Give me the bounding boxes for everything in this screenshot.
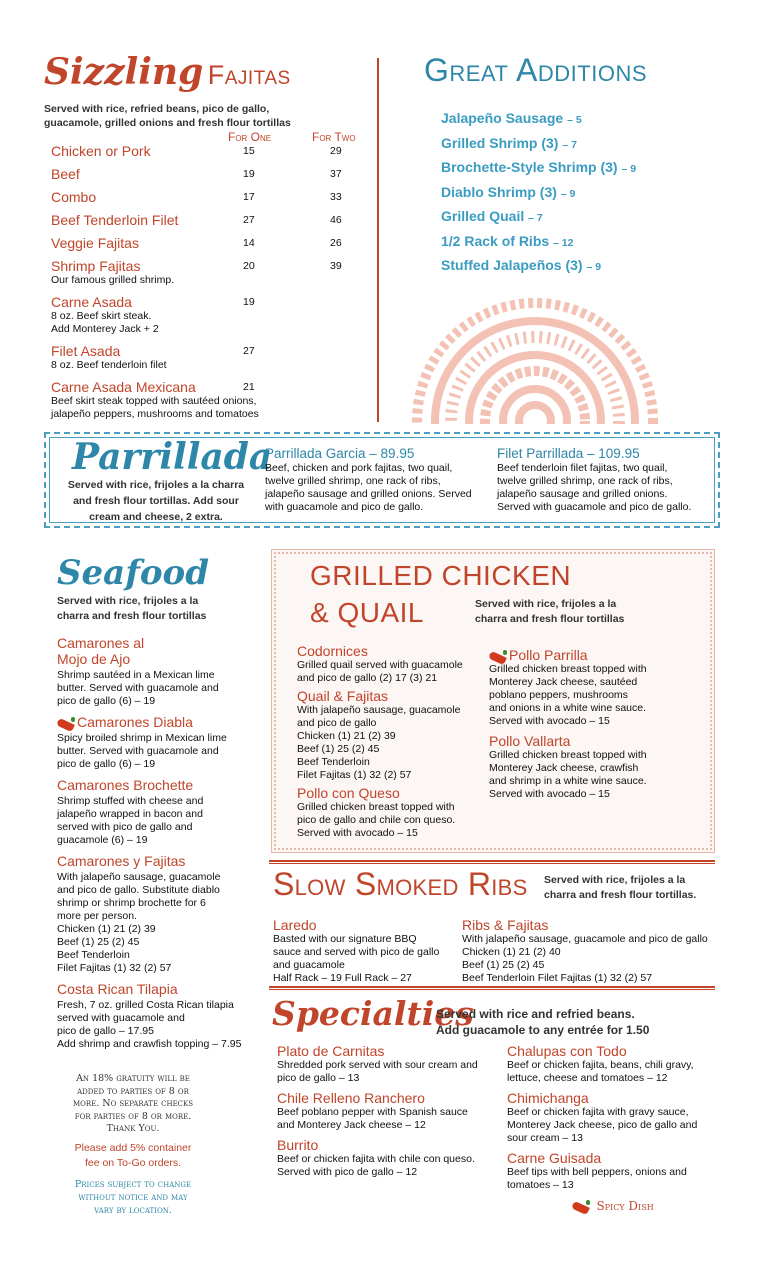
addition-item [441, 257, 636, 273]
seafood-name-line: Mojo de Ajo [57, 651, 131, 667]
col-for-two: For Two [312, 130, 356, 144]
prices-note [58, 1178, 208, 1217]
chicken-item-desc [489, 663, 694, 728]
aztec-sun-decoration [410, 296, 660, 424]
specialty-item-desc-line: Beef or chicken fajita, beans, chili gravy, [507, 1059, 694, 1071]
seafood-desc-line: Chicken (1) 21 (2) 39 [57, 923, 156, 935]
chicken-item-desc [297, 659, 482, 685]
specialty-item-name [277, 1043, 502, 1059]
seafood-list [57, 635, 262, 1057]
fajita-price-two: 26 [330, 237, 342, 249]
ribs-fajitas-desc [462, 933, 717, 985]
ribs-bottom-rule [269, 986, 715, 990]
parrillada-desc-line: twelve grilled shrimp, one rack of ribs, [265, 475, 441, 487]
specialty-item-desc-line: Served with pico de gallo – 12 [277, 1166, 418, 1178]
addition-item-name: Grilled Shrimp (3) [441, 134, 559, 151]
fajita-price-two: 46 [330, 214, 342, 226]
ribs-fajitas-name: Ribs & Fajitas [462, 917, 549, 933]
chicken-subtitle [475, 597, 624, 627]
chicken-item-desc-line: Monterey Jack cheese, sautéed [489, 676, 638, 688]
specialty-item-desc-line: and Monterey Jack cheese – 12 [277, 1119, 426, 1131]
parrillada-desc-line: with guacamole and pico de gallo. [265, 501, 424, 513]
fajita-price-one: 14 [243, 237, 255, 249]
seafood-name-line: Camarones y Fajitas [57, 853, 186, 869]
chicken-item-desc-line: Served with avocado – 15 [297, 827, 418, 839]
chicken-item [297, 643, 482, 685]
fajitas-title [44, 52, 374, 100]
addition-item-price: – 9 [560, 187, 576, 200]
chicken-item-desc-line: and onions in a white wine sauce. [489, 702, 647, 714]
seafood-desc-line: shrimp or shrimp brochette for 6 [57, 897, 206, 909]
fajita-item [51, 294, 371, 336]
chicken-item-desc-line: Served with avocado – 15 [489, 715, 610, 727]
note-line: added to parties of 8 or [77, 1085, 189, 1097]
seafood-desc-line: and pico de gallo. Substitute diablo [57, 884, 220, 896]
col-for-one: For One [228, 130, 272, 144]
fajita-price-one: 20 [243, 260, 255, 272]
spicy-legend-label: Spicy Dish [596, 1199, 654, 1213]
seafood-desc-line: pico de gallo – 17.95 [57, 1025, 154, 1037]
seafood-item [57, 777, 262, 847]
seafood-desc-line: guacamole (6) – 19 [57, 834, 148, 846]
seafood-desc-line: Shrimp stuffed with cheese and [57, 795, 204, 807]
parrillada-desc-line: Served with rice, frijoles a la charra [67, 479, 245, 491]
specialty-item-desc [507, 1106, 722, 1145]
seafood-desc-line: Shrimp sautéed in a Mexican lime [57, 669, 215, 681]
fajita-desc-line: jalapeño peppers, mushrooms and tomatoes [51, 408, 259, 420]
fajitas-list [51, 143, 371, 428]
notes [58, 1073, 208, 1217]
note-line: Please add 5% container [74, 1141, 192, 1154]
fajita-price-one: 19 [243, 296, 255, 308]
fajita-item [51, 166, 371, 182]
chicken-item [297, 785, 482, 840]
fajita-item [51, 143, 371, 159]
seafood-item-name [57, 635, 262, 667]
specialty-item [507, 1150, 722, 1192]
specialties-right-list [507, 1043, 722, 1197]
chicken-title-2: & QUAIL [310, 597, 424, 628]
note-line: for parties of 8 or more. [74, 1110, 192, 1122]
addition-item [441, 110, 636, 126]
addition-item-price: – 9 [621, 163, 637, 175]
chicken-item-desc-line: and shrimp in a white wine sauce. [489, 775, 647, 787]
fajita-price-one: 17 [243, 191, 255, 203]
parrillada-desc-line: Served with guacamole and pico de gallo. [497, 501, 692, 513]
chicken-item-desc-line: Grilled chicken breast topped with [489, 749, 647, 761]
specialty-item-desc [277, 1153, 502, 1179]
ribs-desc-line: With jalapeño sausage, guacamole and pico de gallo [462, 933, 708, 945]
specialty-item-label: Carne Guisada [507, 1150, 602, 1166]
parrillada-desc-line: twelve grilled shrimp, one rack of ribs, [497, 475, 673, 487]
fajita-item [51, 379, 371, 421]
fajitas-subtitle [44, 102, 374, 130]
chicken-item-desc-line: Beef (1) 25 (2) 45 [297, 743, 380, 755]
specialties-subtitle-line: Add guacamole to any entrée for 1.50 [436, 1023, 650, 1037]
fajita-price-two: 37 [330, 168, 342, 180]
chicken-item-name [297, 643, 482, 659]
specialties-left-list [277, 1043, 502, 1184]
seafood-name-line: Camarones Diabla [77, 714, 193, 730]
seafood-desc-line: served with pico de gallo and [57, 821, 193, 833]
seafood-item-name [57, 714, 262, 730]
fajita-item [51, 258, 371, 287]
seafood-subtitle [57, 594, 206, 624]
fajitas-title-sc: Fajitas [207, 60, 291, 90]
fajita-item-name: Chicken or Pork [51, 143, 151, 159]
parrillada-desc-line: Beef tenderloin filet fajitas, two quail, [497, 462, 668, 474]
seafood-desc-line: Filet Fajitas (1) 32 (2) 57 [57, 962, 172, 974]
fajita-item-desc [51, 395, 371, 421]
ribs-desc-line: Chicken (1) 21 (2) 40 [462, 946, 561, 958]
specialty-item-name [507, 1150, 722, 1166]
fajita-price-one: 19 [243, 168, 255, 180]
chicken-item-desc-line: Served with avocado – 15 [489, 788, 610, 800]
ribs-top-rule [269, 860, 715, 864]
specialty-item-label: Plato de Carnitas [277, 1043, 385, 1059]
chicken-item-desc [297, 704, 482, 782]
chicken-title-1: GRILLED CHICKEN [310, 560, 572, 591]
seafood-item-name [57, 777, 262, 793]
seafood-item [57, 714, 262, 771]
specialty-item-desc-line: lettuce, cheese and tomatoes – 12 [507, 1072, 668, 1084]
seafood-desc-line: butter. Served with guacamole and [57, 745, 219, 757]
seafood-item-desc [57, 999, 262, 1051]
addition-item-name: Diablo Shrimp (3) [441, 183, 557, 200]
ribs-desc-line: sauce and served with pico de gallo [273, 946, 440, 958]
parrillada-desc-line: Beef, chicken and pork fajitas, two quail, [265, 462, 453, 474]
note-line: vary by location. [94, 1204, 172, 1216]
addition-item-price: – 7 [562, 138, 577, 151]
addition-item [441, 208, 636, 224]
specialty-item [277, 1137, 502, 1179]
seafood-title: Seafood [57, 553, 209, 593]
specialty-item-desc-line: Beef tips with bell peppers, onions and [507, 1166, 687, 1178]
seafood-desc-line: Beef Tenderloin [57, 949, 130, 961]
note-line: Prices subject to change [74, 1178, 192, 1190]
ribs-subtitle-line: charra and fresh flour tortillas. [544, 889, 697, 901]
seafood-desc-line: more per person. [57, 910, 137, 922]
ribs-desc-line: Half Rack – 19 Full Rack – 27 [273, 972, 412, 984]
additions-title: Great Additions [424, 52, 648, 88]
fajita-item-name: Beef Tenderloin Filet [51, 212, 179, 228]
parrillada-filet-desc [497, 462, 719, 514]
fajita-price-two: 39 [330, 260, 342, 272]
specialties-subtitle [436, 1006, 649, 1038]
addition-item-name: Grilled Quail [441, 208, 525, 224]
chicken-right-list [489, 647, 694, 806]
note-line: Thank You. [106, 1123, 160, 1134]
fajita-item [51, 212, 371, 228]
chicken-item-desc-line: and pico de gallo (2) 17 (3) 21 [297, 672, 438, 684]
specialty-item-desc-line: Shredded pork served with sour cream and [277, 1059, 478, 1071]
specialty-item-desc-line: pico de gallo – 13 [277, 1072, 360, 1084]
specialty-item [507, 1090, 722, 1145]
addition-item-name: Stuffed Jalapeños (3) [441, 257, 583, 273]
fajita-item-name: Beef [51, 166, 80, 182]
fajita-price-one: 27 [243, 345, 255, 357]
parrillada-garcia [265, 446, 490, 514]
chicken-item-label: Quail & Fajitas [297, 688, 389, 704]
parrillada-desc-line: jalapeño sausage and grilled onions. Served [265, 488, 472, 500]
chicken-item-desc [297, 801, 482, 840]
chicken-item-name [489, 733, 694, 749]
seafood-item-name [57, 853, 262, 869]
chicken-item-desc-line: Monterey Jack cheese, crawfish [489, 762, 639, 774]
chicken-item-desc [489, 749, 694, 801]
chili-pepper-icon [572, 1200, 592, 1212]
fajita-item-desc [51, 359, 371, 372]
spicy-legend [572, 1197, 654, 1215]
addition-item-price: – 5 [567, 114, 582, 126]
seafood-name-line: Camarones al [57, 635, 145, 651]
chicken-item-desc-line: Beef Tenderloin [297, 756, 370, 768]
chicken-item-desc-line: With jalapeño sausage, guacamole [297, 704, 461, 716]
fajitas-title-script: Sizzling [44, 51, 204, 93]
addition-item [441, 135, 636, 151]
gratuity-note [58, 1073, 208, 1136]
addition-item-name: 1/2 Rack of Ribs [441, 232, 550, 249]
specialty-item-label: Chalupas con Todo [507, 1043, 627, 1059]
chicken-item-name [489, 647, 694, 663]
seafood-item [57, 853, 262, 975]
chicken-left-list [297, 643, 482, 843]
fajita-price-one: 21 [243, 381, 255, 393]
chili-pepper-icon [57, 717, 77, 729]
note-line: An 18% gratuity will be [76, 1073, 190, 1084]
chicken-item-name [297, 785, 482, 801]
chicken-item-desc-line: Filet Fajitas (1) 32 (2) 57 [297, 769, 412, 781]
ribs-laredo-desc [273, 933, 458, 985]
seafood-desc-line: Beef (1) 25 (2) 45 [57, 936, 140, 948]
seafood-item-desc [57, 669, 262, 708]
specialty-item-name [277, 1090, 502, 1106]
specialty-item-desc-line: tomatoes – 13 [507, 1179, 574, 1191]
seafood-subtitle-line: Served with rice, frijoles a la [57, 595, 199, 607]
fajita-item-name: Shrimp Fajitas [51, 258, 141, 274]
ribs-laredo-name: Laredo [273, 917, 317, 933]
note-line: without notice and may [78, 1191, 188, 1203]
chicken-subtitle-line: Served with rice, frijoles a la [475, 598, 617, 610]
addition-item-price: – 7 [528, 212, 543, 224]
specialty-item-desc [277, 1106, 502, 1132]
parrillada-title: Parrillada [72, 436, 273, 478]
parrillada-filet-name: Filet Parrillada – 109.95 [497, 446, 640, 461]
chicken-subtitle-line: charra and fresh flour tortillas [475, 613, 625, 625]
ribs-fajitas [462, 917, 717, 985]
fajita-item-name: Carne Asada Mexicana [51, 379, 196, 395]
ribs-laredo [273, 917, 458, 985]
additions-list [441, 110, 636, 282]
specialty-item-label: Chimichanga [507, 1090, 589, 1106]
chicken-item-desc-line: Chicken (1) 21 (2) 39 [297, 730, 396, 742]
ribs-desc-line: Beef Tenderloin Filet Fajitas (1) 32 (2) 57 [462, 972, 653, 984]
addition-item-price: – 9 [586, 261, 602, 273]
parrillada-desc [58, 477, 254, 525]
chicken-item-desc-line: Grilled chicken breast topped with [297, 801, 455, 813]
specialty-item-name [277, 1137, 502, 1153]
ribs-title: Slow Smoked Ribs [273, 866, 528, 902]
chicken-item-label: Pollo con Queso [297, 785, 400, 801]
specialty-item [277, 1090, 502, 1132]
seafood-desc-line: served with guacamole and [57, 1012, 185, 1024]
parrillada-garcia-desc [265, 462, 490, 514]
parrillada-desc-line: cream and cheese, 2 extra. [89, 511, 223, 523]
chicken-item [489, 733, 694, 801]
chicken-item-desc-line: Grilled quail served with guacamole [297, 659, 463, 671]
fajita-desc-line: Add Monterey Jack + 2 [51, 323, 159, 335]
fajita-item [51, 235, 371, 251]
seafood-item-desc [57, 871, 262, 975]
specialty-item-desc [507, 1059, 722, 1085]
parrillada-garcia-name: Parrillada Garcia – 89.95 [265, 446, 415, 461]
chicken-item-desc-line: pico de gallo and chile con queso. [297, 814, 456, 826]
specialty-item-label: Chile Relleno Ranchero [277, 1090, 425, 1106]
chicken-item-name [297, 688, 482, 704]
chicken-item-label: Pollo Vallarta [489, 733, 571, 749]
specialty-item-desc-line: Monterey Jack cheese, pico de gallo and [507, 1119, 698, 1131]
fajita-item-desc [51, 274, 371, 287]
seafood-item-name [57, 981, 262, 997]
addition-item [441, 184, 636, 200]
ribs-desc-line: and guacamole [273, 959, 345, 971]
seafood-desc-line: Fresh, 7 oz. grilled Costa Rican tilapia [57, 999, 234, 1011]
parrillada-desc-line: jalapeño sausage and grilled onions. [497, 488, 668, 500]
seafood-name-line: Costa Rican Tilapia [57, 981, 178, 997]
addition-item-price: – 12 [553, 236, 574, 249]
seafood-desc-line: Spicy broiled shrimp in Mexican lime [57, 732, 227, 744]
container-fee-note [58, 1141, 208, 1171]
seafood-subtitle-line: charra and fresh flour tortillas [57, 610, 207, 622]
fajita-price-one: 15 [243, 145, 255, 157]
fajita-desc-line: 8 oz. Beef tenderloin filet [51, 359, 167, 371]
fajita-desc-line: Our famous grilled shrimp. [51, 274, 175, 286]
seafood-item-desc [57, 795, 262, 847]
addition-item-name: Brochette-Style Shrimp (3) [441, 159, 618, 175]
seafood-desc-line: pico de gallo (6) – 19 [57, 758, 156, 770]
addition-item [441, 233, 636, 249]
specialty-item [277, 1043, 502, 1085]
seafood-item [57, 981, 262, 1051]
addition-item-name: Jalapeño Sausage [441, 110, 564, 126]
chicken-item-desc-line: Grilled chicken breast topped with [489, 663, 647, 675]
fajita-item-desc [51, 310, 371, 336]
fajita-item-name: Carne Asada [51, 294, 132, 310]
specialties-title: Specialties [272, 994, 474, 1033]
fajita-item-name: Filet Asada [51, 343, 121, 359]
note-line: fee on To-Go orders. [84, 1156, 182, 1169]
seafood-desc-line: With jalapeño sausage, guacamole [57, 871, 221, 883]
specialty-item [507, 1043, 722, 1085]
seafood-item-desc [57, 732, 262, 771]
chili-pepper-icon [489, 650, 509, 662]
ribs-subtitle-line: Served with rice, frijoles a la [544, 874, 686, 886]
chicken-item-desc-line: poblano peppers, mushrooms [489, 689, 628, 701]
fajitas-subtitle-line: guacamole, grilled onions and fresh flour tortillas [44, 117, 291, 129]
seafood-desc-line: Add shrimp and crawfish topping – 7.95 [57, 1038, 242, 1050]
seafood-name-line: Camarones Brochette [57, 777, 194, 793]
seafood-item [57, 635, 262, 708]
specialty-item-desc [277, 1059, 502, 1085]
specialty-item-desc-line: Beef or chicken fajita with gravy sauce, [507, 1106, 689, 1118]
ribs-desc-line: Beef (1) 25 (2) 45 [462, 959, 545, 971]
fajita-price-two: 29 [330, 145, 342, 157]
chicken-item [489, 647, 694, 728]
parrillada-filet [497, 446, 719, 514]
fajita-item [51, 343, 371, 372]
ribs-subtitle [544, 873, 696, 903]
fajitas-subtitle-line: Served with rice, refried beans, pico de gallo, [44, 103, 270, 115]
ribs-desc-line: Basted with our signature BBQ [273, 933, 417, 945]
note-line: more. No separate checks [72, 1098, 194, 1109]
specialty-item-label: Burrito [277, 1137, 319, 1153]
addition-item [441, 159, 636, 175]
specialty-item-desc-line: Beef poblano pepper with Spanish sauce [277, 1106, 468, 1118]
fajita-item-name: Veggie Fajitas [51, 235, 139, 251]
fajita-item [51, 189, 371, 205]
specialties-subtitle-line: Served with rice and refried beans. [436, 1007, 635, 1021]
parrillada-desc-line: and fresh flour tortillas. Add sour [73, 495, 239, 507]
seafood-desc-line: jalapeño wrapped in bacon and [57, 808, 203, 820]
specialty-item-desc [507, 1166, 722, 1192]
chicken-item-desc-line: and pico de gallo [297, 717, 377, 729]
specialty-item-desc-line: sour cream – 13 [507, 1132, 583, 1144]
chicken-item-label: Pollo Parrilla [509, 647, 588, 663]
fajitas-section [44, 52, 374, 130]
fajita-price-one: 27 [243, 214, 255, 226]
fajita-item-name: Combo [51, 189, 97, 205]
specialty-item-desc-line: Beef or chicken fajita with chile con queso. [277, 1153, 475, 1165]
specialty-item-name [507, 1043, 722, 1059]
seafood-desc-line: butter. Served with guacamole and [57, 682, 219, 694]
fajita-price-two: 33 [330, 191, 342, 203]
chicken-item [297, 688, 482, 782]
fajita-desc-line: Beef skirt steak topped with sautéed onions, [51, 395, 257, 407]
seafood-desc-line: pico de gallo (6) – 19 [57, 695, 156, 707]
fajita-desc-line: 8 oz. Beef skirt steak. [51, 310, 152, 322]
specialty-item-name [507, 1090, 722, 1106]
chicken-item-label: Codornices [297, 643, 368, 659]
vertical-divider [377, 58, 379, 422]
